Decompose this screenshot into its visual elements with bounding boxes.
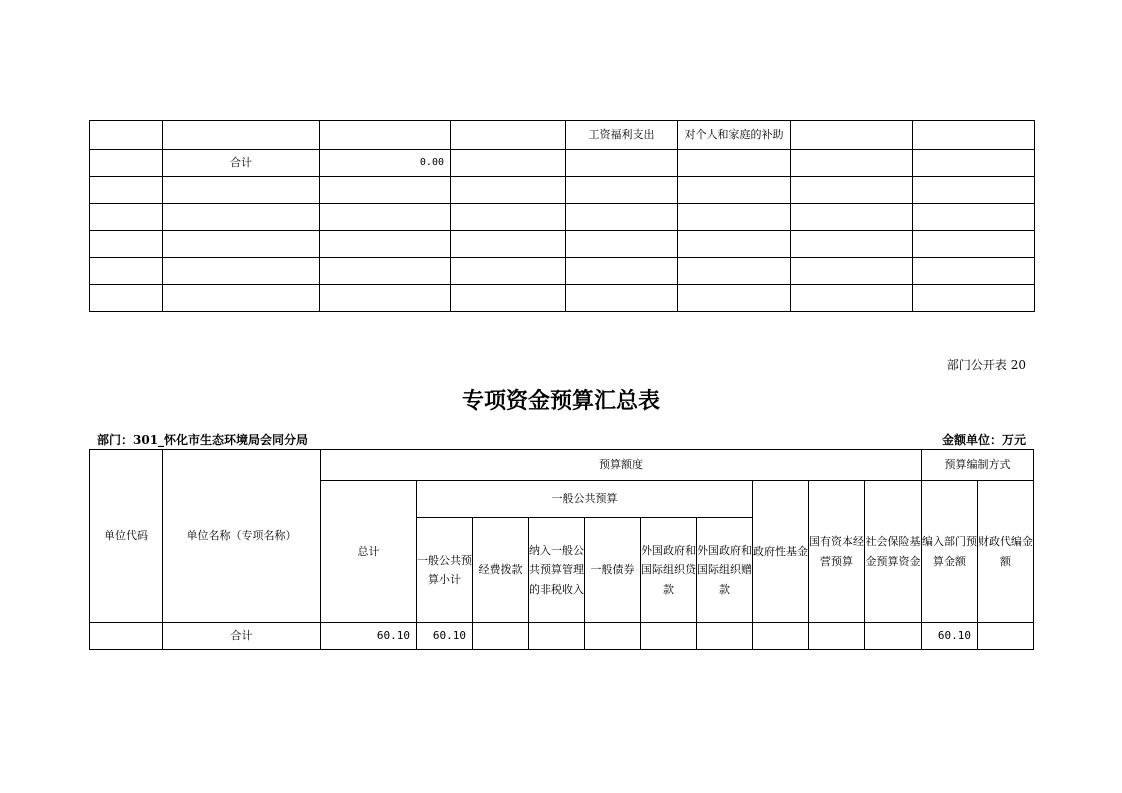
col-state-capital: 国有资本经营预算 xyxy=(809,481,865,623)
special-fund-table xyxy=(89,449,1034,650)
group-general-budget: 一般公共预算 xyxy=(417,481,753,518)
upper-header-cell xyxy=(791,121,913,150)
upper-table xyxy=(89,120,1035,312)
total-label: 合计 xyxy=(163,623,321,650)
upper-header-cell xyxy=(451,121,566,150)
upper-total-label: 合计 xyxy=(163,150,320,177)
total-row xyxy=(90,623,1034,650)
table-number: 部门公开表 20 xyxy=(946,358,1026,372)
col-general-subtotal: 一般公共预算小计 xyxy=(417,518,473,623)
col-appropriation: 经费拨款 xyxy=(473,518,529,623)
col-bond: 一般债券 xyxy=(585,518,641,623)
upper-total-amount: 0.00 xyxy=(320,150,451,177)
group-budget-amount: 预算额度 xyxy=(321,450,922,481)
group-budget-method: 预算编制方式 xyxy=(922,450,1034,481)
col-finance-agent: 财政代编金额 xyxy=(978,481,1034,623)
col-total: 总计 xyxy=(321,481,417,623)
col-nontax: 纳入一般公共预算管理的非税收入 xyxy=(529,518,585,623)
col-social-insurance: 社会保险基金预算资金 xyxy=(865,481,922,623)
amount-unit-label: 金额单位：万元 xyxy=(941,433,1026,447)
col-foreign-grant: 外国政府和国际组织赠款 xyxy=(697,518,753,623)
header-row-1 xyxy=(90,450,1034,481)
upper-header-cell xyxy=(163,121,320,150)
upper-total-row xyxy=(90,150,1035,177)
col-gov-fund: 政府性基金 xyxy=(753,481,809,623)
upper-empty-row xyxy=(90,285,1035,312)
upper-header-cell xyxy=(90,121,163,150)
col-unit-name: 单位名称（专项名称） xyxy=(163,450,321,623)
upper-empty-row xyxy=(90,177,1035,204)
col-unit-code: 单位代码 xyxy=(90,450,163,623)
upper-empty-row xyxy=(90,204,1035,231)
page-title: 专项资金预算汇总表 xyxy=(461,388,660,414)
col-dept-budget: 编入部门预算金额 xyxy=(922,481,978,623)
col-foreign-loan: 外国政府和国际组织贷款 xyxy=(641,518,697,623)
department-label: 部门：301_怀化市生态环境局会同分局 xyxy=(97,433,309,447)
upper-header-subsidy: 对个人和家庭的补助 xyxy=(678,121,791,150)
general-subtotal-value: 60.10 xyxy=(417,623,473,650)
upper-header-cell xyxy=(913,121,1035,150)
upper-header-salary: 工资福利支出 xyxy=(566,121,678,150)
upper-empty-row xyxy=(90,258,1035,285)
upper-header-row xyxy=(90,121,1035,150)
dept-budget-value: 60.10 xyxy=(922,623,978,650)
total-value: 60.10 xyxy=(321,623,417,650)
upper-header-cell xyxy=(320,121,451,150)
upper-empty-row xyxy=(90,231,1035,258)
